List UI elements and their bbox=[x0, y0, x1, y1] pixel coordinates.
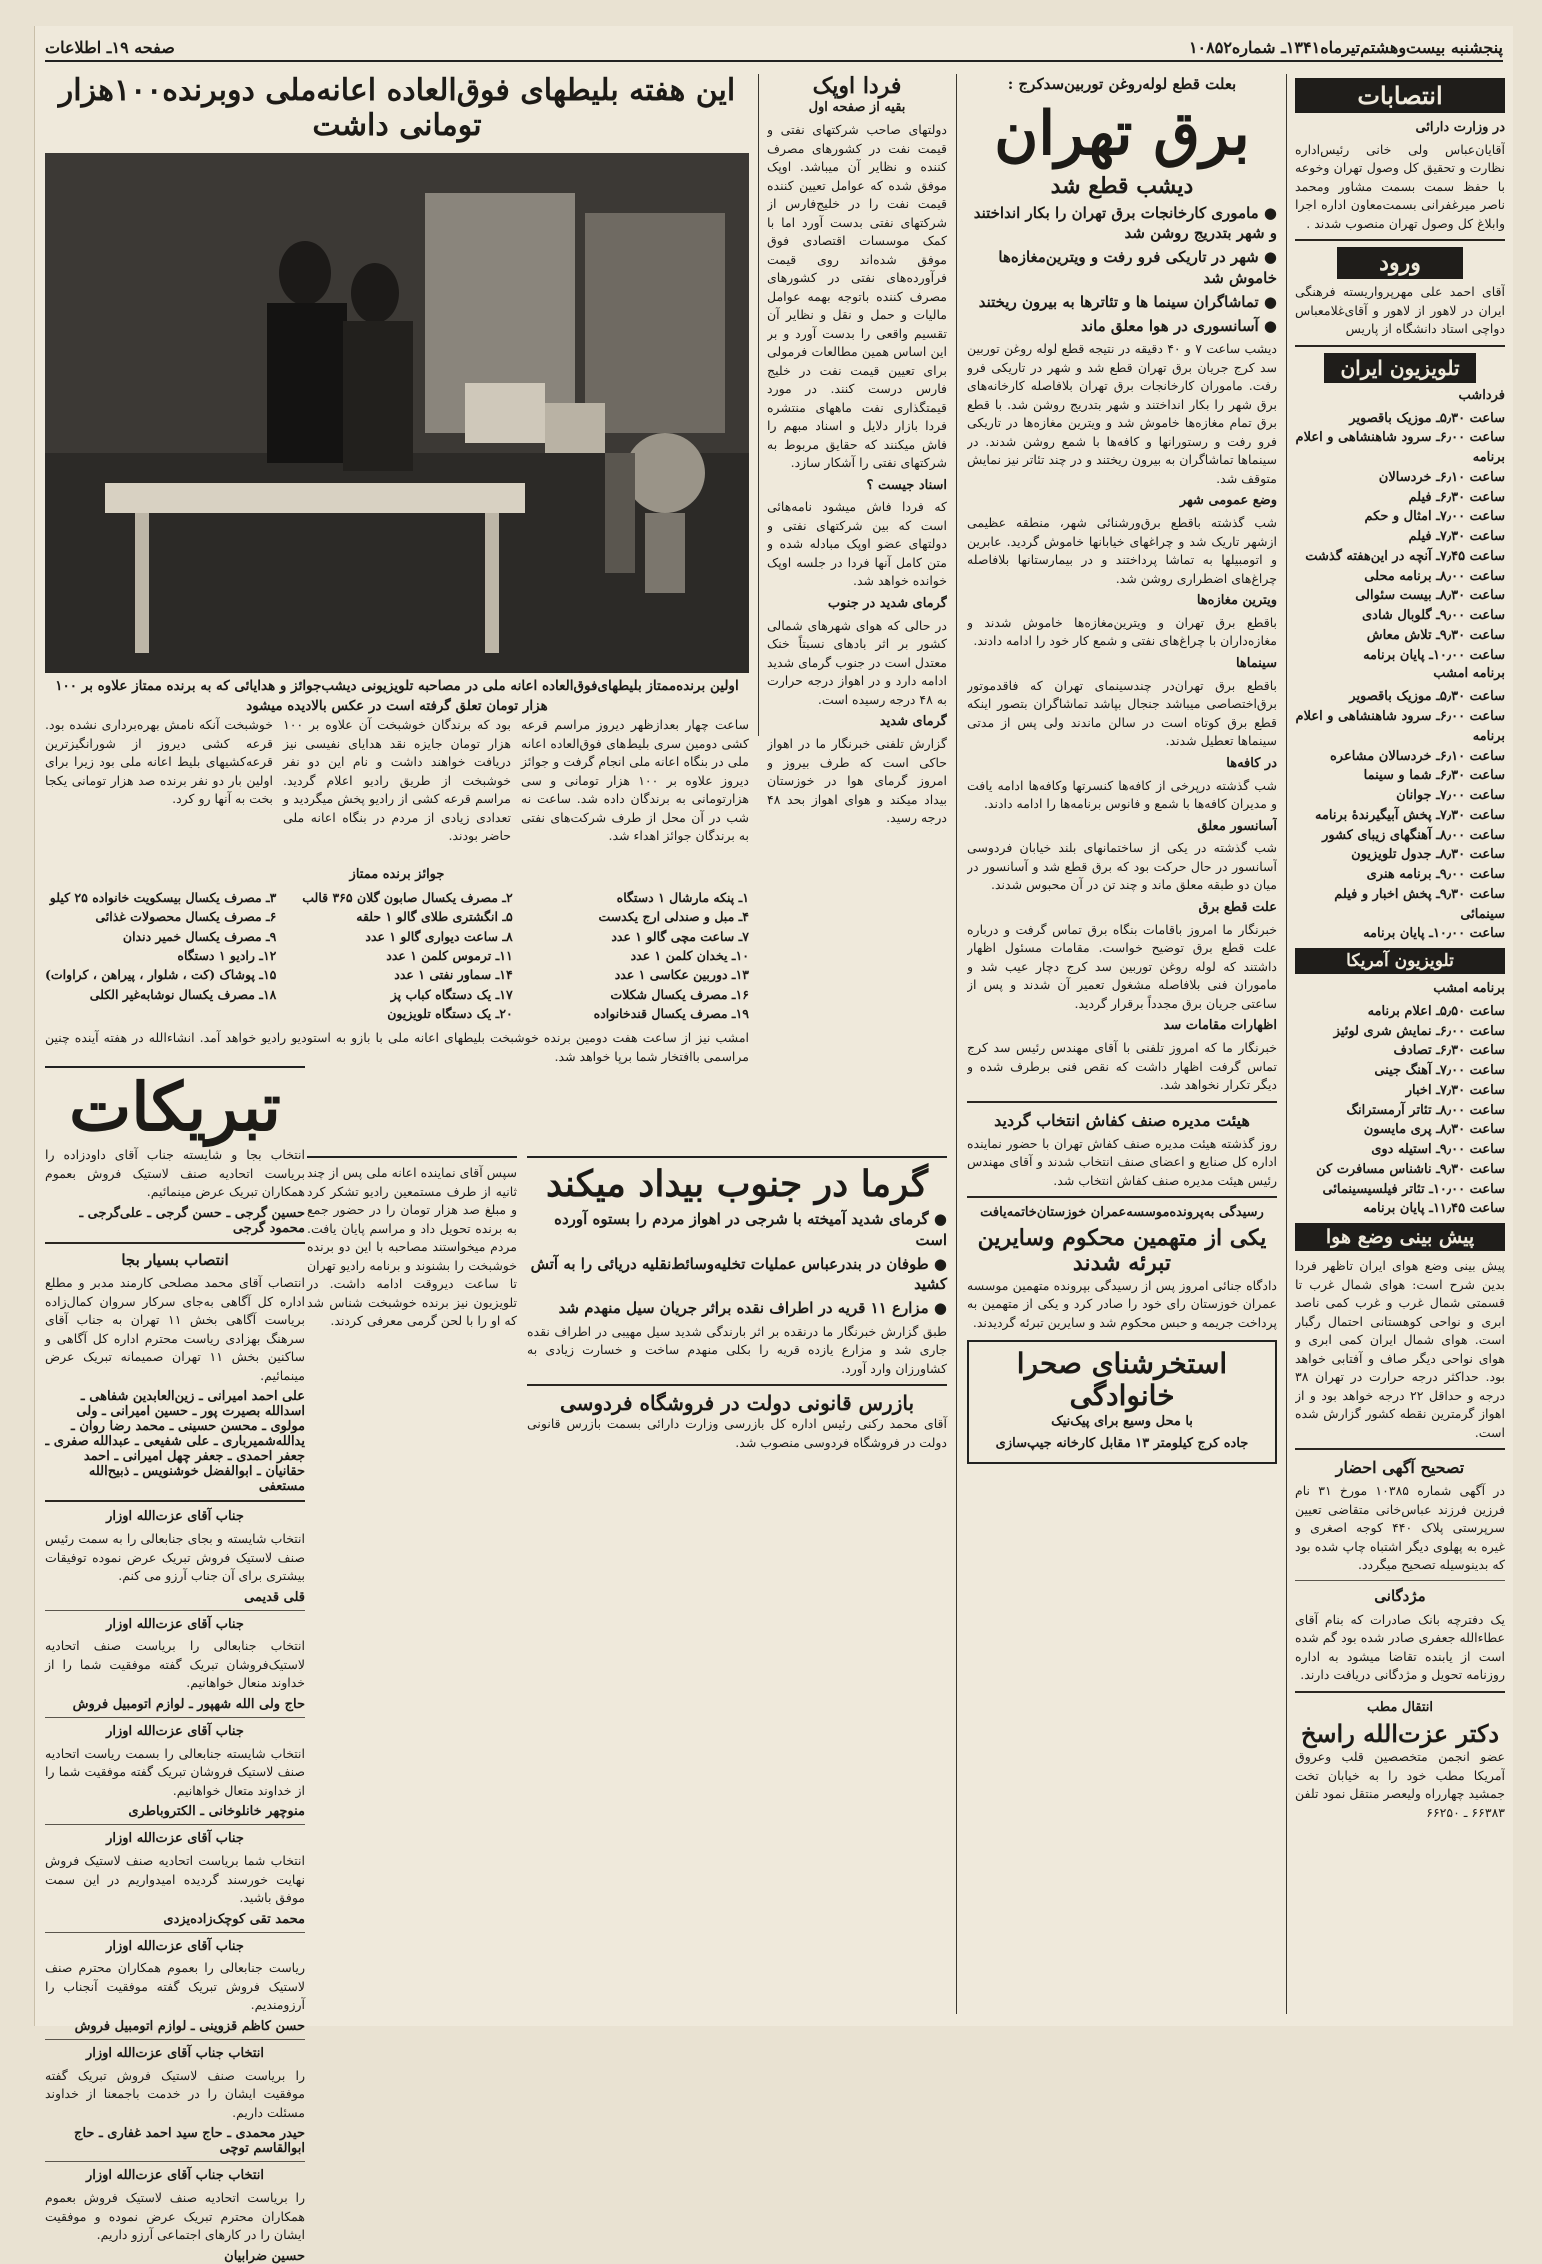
congrats-text: را بریاست صنف لاستیک فروش تبریک گفته موفقیت ایشان را در خدمت باجمعنا از خداوند مسئلت داریم. bbox=[45, 2067, 305, 2120]
congratulations-section bbox=[45, 1066, 305, 2264]
finance-ministry-text: آقایان‌عباس ولی خانی رئیس‌اداره نظارت و تحقیق کل وصول تهران وخوعه با حفظ سمت بسمت مشاور ومحمد ناصر میرغفرانی بسمت‌معاون اداره اجرا وابلاغ کل وصول تهران منصوب شدند . bbox=[1295, 141, 1505, 231]
congrats-heading: جناب آقای عزت‌الله اوزار bbox=[106, 1938, 244, 1954]
schedule-item: ساعت ۵٫۳۰ـ موزیک باقصویر bbox=[1349, 410, 1505, 426]
court-text: دادگاه جنائی امروز پس از رسیدگی بپرونده متهمین موسسه عمران خوزستان رای خود را صادر کرد و یکی از متهمین به پرداخت جریمه و حبس محکوم شد و سایرین تبرئه گردیدند. bbox=[967, 1277, 1277, 1330]
prize-item: ۲۰ـ یک دستگاه تلویزیون bbox=[387, 1006, 513, 1022]
opec-body: گزارش تلفنی خبرنگار ما در اهواز حاکی است که طرف بیروز و امروز گرمای هوا در خوزستان بیداد میکند و هوای اهواز بحد ۴۸ درجه رسید. bbox=[767, 736, 947, 826]
prize-item: ۱۳ـ دوربین عکاسی ۱ عدد bbox=[614, 967, 749, 983]
lottery-photo-caption: اولین برنده‌ممتاز بلیطهای‌فوق‌العاده اعانه ملی در مصاحبه تلویزیونی دیشب‌جوائز و هدایائی که به برنده ممتاز علاوه بر ۱۰۰ هزار تومان تعلق گرفته است در عکس بالادیده میشود bbox=[55, 678, 739, 714]
opec-subhead: اسناد جیست ؟ bbox=[866, 477, 947, 493]
tv-schedule-tonight bbox=[1295, 687, 1505, 944]
power-section-text: شب گذشته درپرخی از کافه‌ها کنسرتها وکافه‌ها ادامه یافت و مدیران کافه‌ها با شمع و فانوس برنامه‌ها را ادامه دادند. bbox=[967, 777, 1277, 812]
congrats-heading: انتخاب جناب آقای عزت‌الله اوزار bbox=[85, 2168, 265, 2184]
prize-item: ۱۰ـ یخدان کلمن ۱ عدد bbox=[630, 947, 749, 963]
power-section-title: علت قطع برق bbox=[1198, 899, 1277, 915]
schedule-item: ساعت ۱۱٫۴۵ـ پایان برنامه bbox=[1363, 1201, 1505, 1217]
schedule-item: ساعت ۵٫۵۰ـ اعلام برنامه bbox=[1367, 1003, 1505, 1019]
prize-item: ۱۷ـ یک دستگاه کباب پز bbox=[390, 986, 513, 1002]
schedule-item: ساعت ۷٫۳۰ـ پخش آبیگیرندهٔ برنامه bbox=[1314, 807, 1505, 823]
lottery-note: امشب نیز از ساعت هفت دومین برنده خوشبخت بلیطهای اعانه ملی با بازو به استودیو رادیو خواهد آمد. انشاءالله در هفته آینده چنین مراسمی باافتخار شما برپا خواهد شد. bbox=[45, 1030, 749, 1064]
schedule-item: ساعت ۷٫۰۰ـ آهنگ جینی bbox=[1374, 1063, 1505, 1079]
heat-bullet: ● مزارع ۱۱ قریه در اطراف نقده براثر جریان سیل منهدم شد bbox=[527, 1298, 947, 1318]
congrats-text: ریاست جنابعالی را بعموم همکاران محترم صنف لاستیک فروش تبریک گفته موفقیت آنجناب را آرزومندیم. bbox=[45, 1960, 305, 2013]
power-bullet: ● ماموری کارخانجات برق تهران را بکار انداختند و شهر بتدریج روشن شد bbox=[967, 203, 1277, 244]
power-section-text: شب گذشته در یکی از ساختمانهای بلند خیابان فردوسی آسانسور در حال حرکت بود که برق قطع شد و آسانسور در میان دو طبقه معلق ماند و چند تن در آن محبوس شدند. bbox=[967, 840, 1277, 893]
opec-subhead: گرمای شدید در جنوب bbox=[827, 595, 947, 611]
power-section-title: در کافه‌ها bbox=[1226, 755, 1277, 771]
opec-column bbox=[767, 74, 947, 2016]
power-section-text: خبرنگار ما امروز باقامات بنگاه برق تماس گرفت و درباره علت قطع برق توضیح خواست. مقامات مسئول اظهار داشتند که لوله روغن توربین سد کرج دچار عیب شد و ماموران فنی بلافاصله مشغول تعمیر آن شدند و پس از ساعتی جریان برق مجدداً برقرار گردید. bbox=[967, 921, 1277, 1011]
reward-title: مژدگانی bbox=[1374, 1586, 1426, 1605]
lottery-continuation bbox=[307, 1156, 517, 1335]
court-title: رسیدگی به‌پرونده‌موسسه‌عمران خوزستان‌خاتمه‌یافت bbox=[980, 1205, 1264, 1221]
tv-tonight-label: برنامه امشب bbox=[1433, 666, 1505, 682]
correction-title: تصحیح آگهی احضار bbox=[1335, 1458, 1465, 1478]
congrats-signature: علی احمد امیرانی ـ زین‌العابدین شفاهی ـ اسدالله بصیرت پور ـ حسین امیرانی ـ ولی مولوی ـ محسن حسینی ـ محمد رضا روان ـ یدالله‌شمیرباری ـ علی شفیعی ـ عبدالله صفری ـ جعفر احمدی ـ جعفر چهل امیرانی ـ احمد حقانیان ـ ابوالفضل خوشنویس ـ ذبیح‌الله مستعفی bbox=[45, 1389, 305, 1495]
prizes-box bbox=[45, 866, 749, 1070]
heat-text: طبق گزارش خبرنگار ما درنقده بر اثر بارندگی شدید سیل مهیبی در اطراف نقده جاری شد و مزارع یازده قریه را بکلی منهدم ساخت و خسارت زیادی به کشاورزان وارد آورد. bbox=[527, 1323, 947, 1376]
prize-item: ۱ـ پنکه مارشال ۱ دستگاه bbox=[616, 889, 749, 905]
lottery-text: خوشبخت آنکه نامش بهره‌برداری نشده بود. قرعه کشی دیروز از شورانگیزترین قرعه‌کشیهای بلیط اعانه ملی بود زیرا برای اولین بار دو نفر برنده صد هزار تومانی یکجا بخت به آنها رو کرد. bbox=[45, 717, 273, 806]
schedule-item: ساعت ۷٫۳۰ـ فیلم bbox=[1408, 529, 1505, 545]
schedule-item: ساعت ۶٫۰۰ـ نمایش شری لوئیز bbox=[1333, 1023, 1505, 1039]
schedule-item: ساعت ۸٫۳۰ـ بیست سئوالی bbox=[1355, 588, 1505, 604]
power-section-title: اظهارات مقامات سد bbox=[1163, 1018, 1277, 1034]
prize-item: ۱۹ـ مصرف یکسال قندخانواده bbox=[593, 1006, 749, 1022]
schedule-item: ساعت ۹٫۳۰ـ پخش اخبار و فیلم سینمائی bbox=[1334, 886, 1505, 922]
congrats-text: انتصاب آقای محمد مصلحی کارمند مدبر و مطلع اداره کل آگاهی به‌جای سرکار سروان کمال‌زاده بریاست آگاهی بخش ۱۱ تهران به جناب آقای سرهنگ بهزادی ریاست محترم اداره کل آگاهی و ساکنین بخش ۱۱ تهران صمیمانه تبریک عرض مینمائیم. bbox=[45, 1275, 306, 1383]
congrats-text: انتخاب بجا و شایسته جناب آقای داودزاده را بریاست اتحادیه صنف لاستیک فروش بعموم همکاران تبریک عرض مینمائیم. bbox=[45, 1147, 305, 1199]
schedule-item: ساعت ۸٫۳۰ـ جدول تلویزیون bbox=[1351, 847, 1505, 863]
clinic-move-title: انتقال مطب bbox=[1366, 1699, 1434, 1715]
schedule-item: ساعت ۸٫۳۰ـ پری مایسون bbox=[1363, 1122, 1505, 1138]
inspector-text: آقای محمد رکنی رئیس اداره کل بازرسی وزارت دارائی بسمت بازرس قانونی دولت در فروشگاه فردوسی منصوب شد. bbox=[527, 1416, 947, 1450]
us-tv-schedule bbox=[1295, 1002, 1505, 1219]
doctor-name: دکتر عزت‌الله راسخ bbox=[1300, 1719, 1500, 1749]
congrats-signature: حسین گرجی ـ حسن گرجی ـ علی‌گرجی ـ محمود گرجی bbox=[79, 1205, 305, 1236]
studio-photo-graphic bbox=[45, 153, 749, 673]
congrats-signature: منوچهر خانلوخانی ـ الکتروباطری bbox=[128, 1804, 305, 1820]
power-section-text: باقطع برق تهران‌در چندسینمای تهران که فاقدموتور برق‌اختصاصی میباشد جنجال بپاشد تماشاگران بتصور اینکه قطع برق کوتاه است در سالن ماندند ولی پس از مدتی سینماها تعطیل شدند. bbox=[967, 677, 1277, 749]
congrats-text: انتخاب جنابعالی را بریاست صنف اتحادیه لاستیک‌فروشان تبریک گفته موفقیت شما را از خداوند منعال خواهانیم. bbox=[45, 1638, 305, 1691]
lottery-photo bbox=[45, 153, 749, 673]
congratulations-title: تبریکات bbox=[69, 1068, 281, 1146]
masthead bbox=[45, 34, 1503, 62]
opec-body: دولتهای صاحب شرکتهای نفتی و قیمت نفت در کشورهای مصرف کننده و نظایر آن میباشد. اوپک موفق شده که عوامل تعیین کننده قیمت نفت را در خلیج‌فارس از شرکتهای نفتی بدست آورد اما با کمک موسسات اقتصادی فوق موفق شده‌اند روی قیمت فرآورده‌های نفتی در کشورهای مصرف کننده باتوجه بهمه عوامل مالیات و حمل و نقل و نظایر آن تقسیم واقعی را بدست آورد و بر این اساس همین مطالعات فرمولی برای تعیین قیمت نفت در خلیج فارس درست کنند. در مورد قیمتگذاری نفت ماههای منتشره فردا بازار دلایل و اسناد مبهم را فاش میکنند که حقایق مربوط به شرکتهای نفتی را آشکار سازد. bbox=[767, 122, 947, 471]
schedule-item: ساعت ۶٫۳۰ـ تصادف bbox=[1393, 1043, 1505, 1059]
arrivals-title: ورود bbox=[1337, 247, 1463, 279]
pool-ad-address: جاده کرج کیلومتر ۱۳ مقابل کارخانه جیپ‌سازی bbox=[995, 1435, 1249, 1451]
arrivals-text: آقای احمد علی مهرپرواریسته فرهنگی ایران در لاهور از لاهور و آقای‌غلامعباس دواچی استاد دانشگاه از پاریس bbox=[1295, 284, 1505, 337]
heat-bullet: ● گرمای شدید آمیخته با شرجی در اهواز مردم را بستوه آورده است bbox=[527, 1209, 947, 1250]
power-section-text: باقطع برق تهران و ویترین‌مغازه‌ها خاموش شدند و مغازه‌داران با چراغ‌های نفتی و شمع کار خود را ادامه دادند. bbox=[967, 614, 1277, 649]
heat-bullet: ● طوفان در بندرعباس عملیات تخلیه‌وسائط‌نقلیه دریائی را به آتش کشید bbox=[527, 1254, 947, 1295]
lottery-text: سپس آقای نماینده اعانه ملی پس از چند ثانیه از طرف مستمعین رادیو تشکر کرد و مبلغ صد هزار تومان را در حضور جمع به برنده تحویل داد و مراسم پایان یافت. مردم میخواستند مصاحبه با این دو برنده خوشبخت را بشنوند و برنامه رادیو تهران تا ساعت دیروقت ادامه داشت. در تلویزیون نیز برنده خوشبخت شناس شد که او را با لحن گرمی معرفی کردند. bbox=[307, 1165, 517, 1328]
court-subhead: یکی از متهمین محکوم وسایرین تبرئه شدند bbox=[977, 1225, 1267, 1277]
power-outage-column bbox=[967, 74, 1277, 2016]
schedule-item: ساعت ۹٫۳۰ـ تلاش معاش bbox=[1366, 627, 1505, 643]
schedule-item: ساعت ۶٫۱۰ـ خردسالان مشاعره bbox=[1329, 748, 1505, 764]
tv-schedule-tomorrow bbox=[1295, 409, 1505, 666]
opec-title: فردا اوپک bbox=[812, 74, 902, 99]
prize-item: ۱۱ـ ترموس کلمن ۱ عدد bbox=[386, 947, 513, 963]
schedule-item: ساعت ۹٫۰۰ـ برنامه هنری bbox=[1366, 867, 1505, 883]
prize-item: ۱۸ـ مصرف یکسال نوشابه‌غیر الکلی bbox=[89, 986, 277, 1002]
schedule-item: ساعت ۱۰٫۰۰ـ تئاتر فیلسیسینمائی bbox=[1322, 1181, 1505, 1197]
schedule-item: ساعت ۷٫۰۰ـ امثال و حکم bbox=[1364, 509, 1505, 525]
prize-item: ۱۵ـ پوشاک (کت ، شلوار ، پیراهن ، کراوات) bbox=[45, 967, 277, 983]
correction-text: در آگهی شماره ۱۰۳۸۵ مورخ ۳۱ نام فرزین فرزند عباس‌خانی متقاضی تعیین سرپرستی پلاک ۴۴۰ کوجه اصغری و غیره به پهلوی دیگر اشتباه چاپ شده بود که بدینوسیله تصحیح میگردد. bbox=[1295, 1483, 1505, 1573]
congrats-heading: جناب آقای عزت‌الله اوزار bbox=[106, 1616, 244, 1632]
iran-tv-title: تلویزیون ایران bbox=[1324, 353, 1475, 383]
pool-ad-line: با محل وسیع برای پیک‌نیک bbox=[1051, 1413, 1193, 1429]
power-kicker: بعلت قطع لوله‌روغن توربین‌سدکرج : bbox=[1007, 75, 1237, 93]
opec-continued: بقیه از صفحه اول bbox=[808, 100, 906, 116]
schedule-item: ساعت ۸٫۰۰ـ تئاتر آرمسترانگ bbox=[1346, 1102, 1505, 1118]
schedule-item: ساعت ۹٫۳۰ـ ناشناس مسافرت کن bbox=[1316, 1161, 1505, 1177]
congrats-signature: حیدر محمدی ـ حاج سید احمد غفاری ـ حاج ابوالقاسم توچی bbox=[74, 2126, 305, 2157]
sidebar-column bbox=[1295, 74, 1505, 2016]
doctor-text: عضو انجمن متخصصین قلب وعروق آمریکا مطب خود را به خیابان تخت جمشید چهارراه ولیعصر منتقل نمود تلفن ۶۶۳۸۳ ـ ۶۶۲۵۰ bbox=[1295, 1749, 1505, 1820]
power-bullet: ● شهر در تاریکی فرو رفت و ویترین‌مغازه‌ها خاموش شد bbox=[967, 247, 1277, 288]
pool-ad-title: استخرشنای صحرا خانوادگی bbox=[1016, 1347, 1228, 1413]
congrats-signature: حسین ضرابیان bbox=[224, 2248, 305, 2264]
shoemakers-title: هیئت مدیره صنف کفاش انتخاب گردید bbox=[994, 1110, 1250, 1130]
schedule-item: ساعت ۱۰٫۰۰ـ پایان برنامه bbox=[1363, 926, 1505, 942]
finance-ministry-title: در وزارت دارائی bbox=[1415, 120, 1505, 135]
power-section-title: سینماها bbox=[1235, 655, 1277, 671]
congrats-signature: قلی قدیمی bbox=[244, 1589, 305, 1605]
power-bullet: ● تماشاگران سینما ها و تئاترها به بیرون ریختند bbox=[967, 292, 1277, 312]
congrats-heading: انتصاب بسیار بجا bbox=[121, 1250, 229, 1269]
weather-text: پیش بینی وضع هوای ایران تاظهر فردا بدین شرح است: هوای شمال غرب تا قسمتی شمال غرب و غرب کمی ناصد ابری و نواحی کوهستانی احتمال رگبار است. هوای شمال ایران کمی ابری و هوای نواحی دیگر صاف و آفتابی خواهد بود. حداکثر درجه حرارت در تهران ۳۸ درجه و حداقل ۲۲ درجه خواهد بود و از اهواز گرمترین نقطه کشور گزارش شده است. bbox=[1295, 1258, 1505, 1440]
congrats-heading: جناب آقای عزت‌الله اوزار bbox=[106, 1509, 244, 1525]
power-headline: برق تهران bbox=[994, 98, 1250, 169]
congrats-text: را بریاست اتحادیه صنف لاستیک فروش بعموم همکاران محترم تبریک عرض نموده و موفقیت ایشان را در کارهای اجتماعی آرزو داریم. bbox=[45, 2190, 305, 2243]
congrats-heading: جناب آقای عزت‌الله اوزار bbox=[106, 1723, 244, 1739]
prize-item: ۷ـ ساعت مچی گالو ۱ عدد bbox=[611, 928, 749, 944]
schedule-item: ساعت ۶٫۰۰ـ سرود شاهنشاهی و اعلام برنامه bbox=[1295, 709, 1505, 744]
appointments-title: انتصابات bbox=[1295, 78, 1505, 113]
congrats-heading: انتخاب جناب آقای عزت‌الله اوزار bbox=[85, 2045, 265, 2061]
schedule-item: ساعت ۷٫۳۰ـ اخبار bbox=[1405, 1082, 1505, 1098]
us-tv-tonight-label: برنامه امشب bbox=[1433, 981, 1505, 997]
prizes-list bbox=[45, 888, 749, 1024]
schedule-item: ساعت ۷٫۴۵ـ آنچه در این‌هفته گذشت bbox=[1305, 548, 1505, 564]
weather-title: پیش بینی وضع هوا bbox=[1295, 1223, 1505, 1251]
schedule-item: ساعت ۸٫۰۰ـ آهنگهای زیبای کشور bbox=[1322, 827, 1505, 843]
power-bullet: ● آسانسوری در هوا معلق ماند bbox=[967, 316, 1277, 336]
power-subhead: دیشب قطع شد bbox=[1050, 172, 1194, 199]
us-tv-title: تلویزیون آمریکا bbox=[1295, 948, 1505, 974]
schedule-item: ساعت ۷٫۰۰ـ جوانان bbox=[1396, 788, 1505, 804]
power-section-text: شب گذشته باقطع برق‌ورشنائی شهر، منطقه عظیمی ازشهر تاریک شد و چراغهای خیابانها خاموش گردید. عابرین و اتومبیلها به تماشا پرداختند و در بیمارستانها بلافاصله چراغ‌های اضطراری روشن شد. bbox=[967, 515, 1277, 586]
congrats-text: انتخاب شایسته جنابعالی را بسمت ریاست اتحادیه صنف لاستیک فروشان تبریک گفته موفقیت شما را از خداوند متعال خواهانیم. bbox=[45, 1745, 305, 1798]
opec-body: در حالی که هوای شهرهای شمالی کشور بر اثر بادهای نسبتاً خنک معتدل است در جنوب گرمای شدید ادامه دارد و در اهواز درجه حرارت به ۴۸ درجه رسیده است. bbox=[767, 617, 947, 707]
schedule-item: ساعت ۶٫۱۰ـ خردسالان bbox=[1378, 469, 1505, 485]
prize-item: ۵ـ انگشتری طلای گالو ۱ حلقه bbox=[356, 909, 513, 925]
power-section-title: آسانسور معلق bbox=[1197, 818, 1277, 834]
schedule-item: ساعت ۶٫۳۰ـ فیلم bbox=[1408, 489, 1505, 505]
reward-text: یک دفترچه بانک صادرات که بنام آقای عطاءالله جعفری صادر شده بود گم شده است از یابنده تقاضا میشود به اداره روزنامه تحویل و مژدگانی دریافت دارند. bbox=[1295, 1611, 1505, 1683]
power-section-text: خبرنگار ما که امروز تلفنی با آقای مهندس رئیس سد کرج تماس گرفت اظهار داشت که نقص فنی برطرف شده و دیگر تکرار نخواهد شد. bbox=[967, 1040, 1277, 1093]
page-number: صفحه ۱۹ـ اطلاعات bbox=[45, 37, 175, 57]
prize-item: ۱۲ـ رادیو ۱ دستگاه bbox=[177, 947, 277, 963]
schedule-item: ساعت ۸٫۰۰ـ برنامه محلی bbox=[1364, 568, 1505, 584]
issue-date: پنجشنبه بیست‌وهشتم‌تیرماه۱۳۴۱ـ شماره۱۰۸۵۲ bbox=[1188, 37, 1503, 57]
shoemakers-text: روز گذشته هیئت مدیره صنف کفاش تهران با حضور نماینده اداره کل صنایع و اعضای صنف انتخاب شدند و آقای مهندس رئیس هیئت مدیره صنف کفاش انتخاب شد. bbox=[967, 1135, 1277, 1188]
congrats-signature: حاج ولی الله شهپور ـ لوازم اتومبیل فروش bbox=[72, 1696, 305, 1712]
opec-body: که فردا فاش میشود نامه‌هائی است که بین شرکتهای نفتی و دولتهای عضو اوپک مبادله شده و متن کامل آنها فردا در جلسه اوپک خوانده خواهد شد. bbox=[767, 499, 947, 589]
lottery-block bbox=[45, 74, 749, 720]
inspector-title: بازرس قانونی دولت در فروشگاه فردوسی bbox=[559, 1391, 915, 1416]
congrats-heading: جناب آقای عزت‌الله اوزار bbox=[106, 1831, 244, 1847]
power-body: دیشب ساعت ۷ و ۴۰ دقیقه در نتیجه قطع لوله روغن توربین سد کرج جریان برق تهران قطع شد و شهر در تاریکی فرو رفت. ماموران کارخانجات برق تهران بلافاصله کارخانه‌های برق شهر را بکار انداختند و شهر بتدریج روشن شد. با قطع برق تمام مغازه‌ها خاموش شد و ویترین مغازه‌ها در تاریکی فرو رفت و رستورانها و کافه‌ها با شمع روشن شدند. در سینماها تماشاگران به بیرون ریختند و در چند تئاتر نیز نمایش متوقف شد. bbox=[967, 341, 1277, 486]
prizes-title: جوائز برنده ممتاز bbox=[349, 867, 445, 882]
lottery-text: ساعت چهار بعدازظهر دیروز مراسم قرعه کشی دومین سری بلیط‌های فوق‌العاده اعانه ملی در بنگاه اعانه ملی انجام گرفت و جوائز دیروز علاوه بر ۱۰۰ هزار تومانی و سی هزارتومانی به برندگان داده شد. ساعت نه شب در آن محل از طرف شرکت‌های نفتی به برندگان جوائز اهداء شد. bbox=[521, 717, 749, 843]
prize-item: ۸ـ ساعت دیواری گالو ۱ عدد bbox=[365, 928, 513, 944]
pool-ad bbox=[967, 1340, 1277, 1464]
congrats-text: انتخاب شایسته و بجای جنابعالی را به سمت رئیس صنف لاستیک فروش تبریک عرض نموده توفیقات بیشتری برای آن جناب آرزو می کنم. bbox=[45, 1531, 305, 1584]
power-section-title: وضع عمومی شهر bbox=[1179, 493, 1277, 509]
lottery-headline: این هفته بلیطهای فوق‌العاده اعانه‌ملی دوبرنده۱۰۰هزار تومانی داشت bbox=[58, 73, 736, 143]
congrats-signature: محمد تقی کوچک‌زاده‌یزدی bbox=[163, 1911, 305, 1927]
prize-item: ۲ـ مصرف یکسال صابون گلان ۳۶۵ قالب bbox=[302, 889, 513, 905]
heat-headline: گرما در جنوب بیداد میکند bbox=[545, 1163, 928, 1205]
heat-article bbox=[527, 1156, 947, 1456]
tv-tomorrow-label: فرداشب bbox=[1458, 387, 1505, 403]
prize-item: ۱۴ـ سماور نفتی ۱ عدد bbox=[394, 967, 513, 983]
opec-subhead: گرمای شدید bbox=[879, 714, 947, 730]
congrats-signature: حسن کاظم قزوینی ـ لوازم اتومبیل فروش bbox=[74, 2018, 305, 2034]
schedule-item: ساعت ۹٫۰۰ـ گلوبال شادی bbox=[1362, 608, 1505, 624]
power-section-title: ویترین مغازه‌ها bbox=[1196, 593, 1277, 609]
schedule-item: ساعت ۹٫۰۰ـ استیله دوی bbox=[1371, 1142, 1505, 1158]
prize-item: ۱۶ـ مصرف یکسال شکلات bbox=[610, 986, 749, 1002]
schedule-item: ساعت ۶٫۳۰ـ شما و سینما bbox=[1363, 768, 1505, 784]
schedule-item: ساعت ۶٫۰۰ـ سرود شاهنشاهی و اعلام برنامه bbox=[1295, 430, 1505, 466]
congrats-text: انتخاب شما بریاست اتحادیه صنف لاستیک فروش نهایت خورسند گردیده امیدواریم در این سمت موفق باشید. bbox=[45, 1853, 305, 1906]
lottery-text: بود که برندگان خوشبخت آن علاوه بر ۱۰۰ هزار تومان جایزه نقد هدایای نفیسی نیز دریافت خواهند داشت و نام این دو نفر خوشبخت از طریق رادیو اعلام گردید. مراسم قرعه کشی از رادیو پخش میگردید و تعدادی زیادی از مردم در بنگاه اعانه ملی حاضر بودند. bbox=[283, 717, 511, 843]
prize-item: ۹ـ مصرف یکسال خمیر دندان bbox=[122, 928, 277, 944]
newspaper-page bbox=[34, 26, 1513, 2264]
schedule-item: ساعت ۱۰٫۰۰ـ پایان برنامه bbox=[1363, 647, 1505, 663]
prize-item: ۳ـ مصرف یکسال بیسکویت خانواده ۲۵ کیلو bbox=[49, 889, 277, 905]
schedule-item: ساعت ۵٫۳۰ـ موزیک باقصویر bbox=[1349, 689, 1505, 705]
prize-item: ۶ـ مصرف یکسال محصولات غذائی bbox=[95, 909, 277, 925]
prize-item: ۴ـ مبل و صندلی ارج یکدست bbox=[598, 909, 749, 925]
